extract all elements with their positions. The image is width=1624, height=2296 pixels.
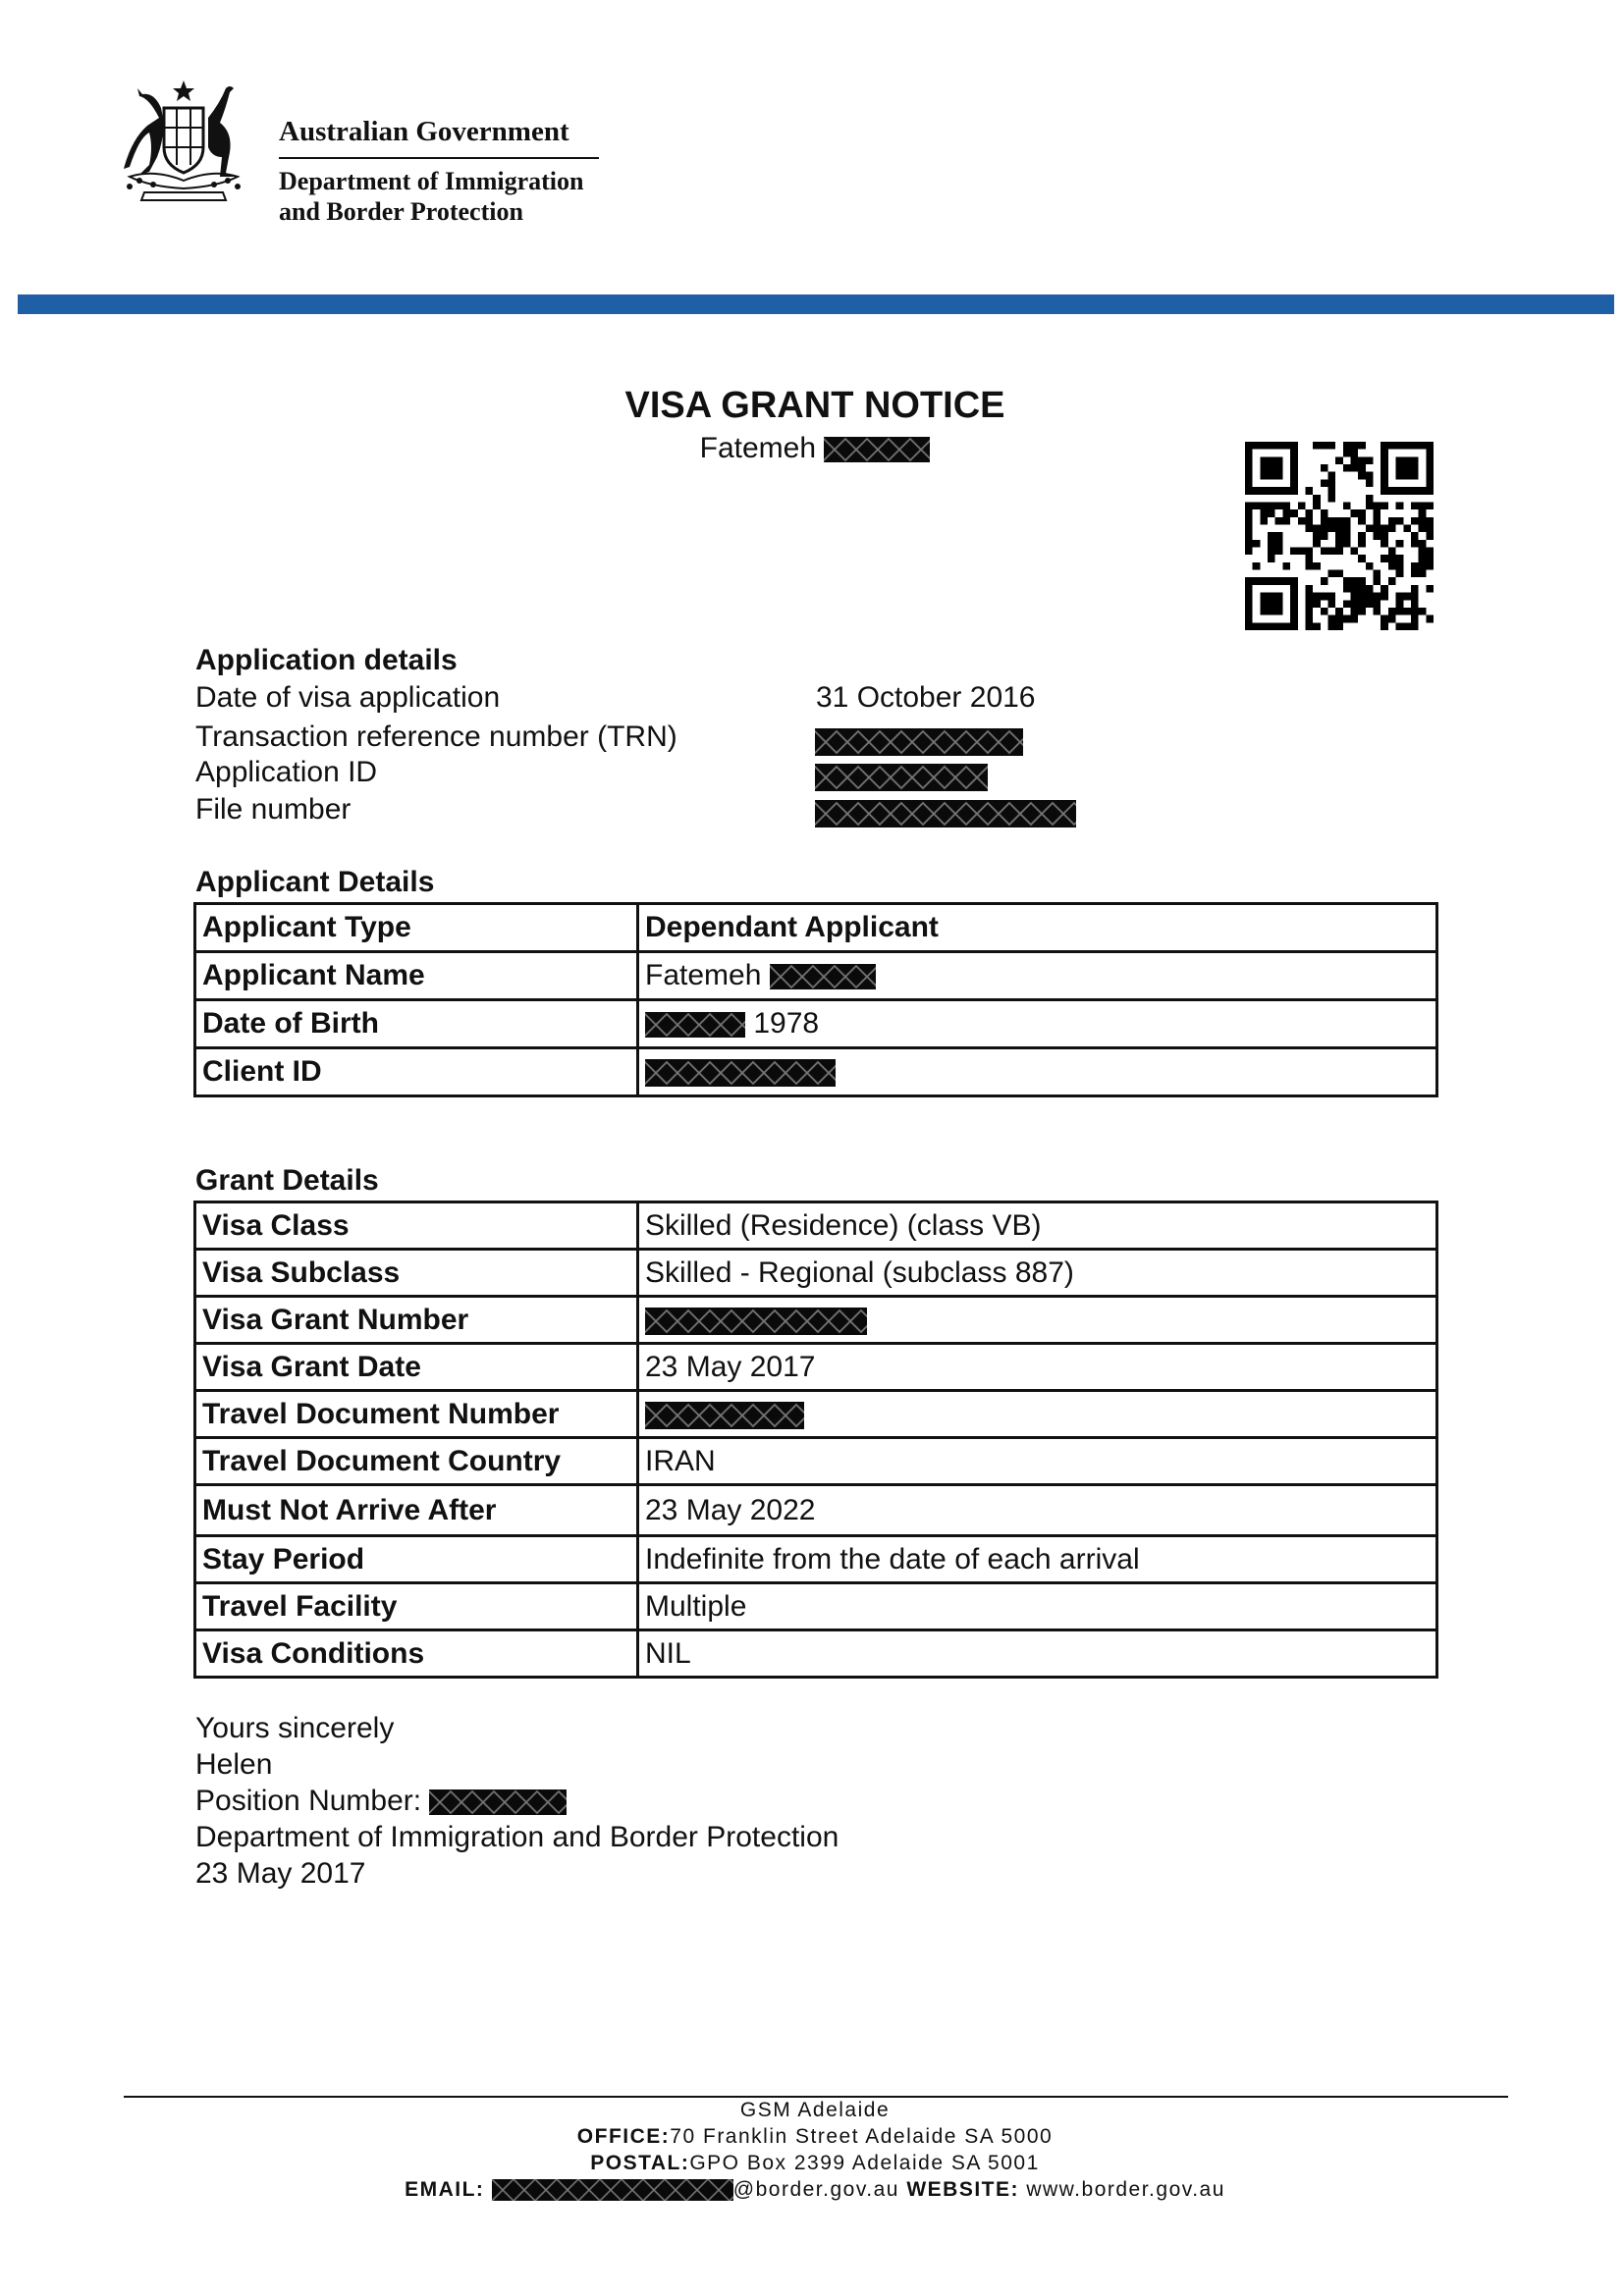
table-row (195, 1297, 1437, 1344)
applicant-type-label: Applicant Type (195, 904, 638, 952)
application-id-label: Application ID (195, 756, 378, 788)
date-of-birth-cell (638, 1000, 1437, 1048)
applicant-details-table (193, 902, 1438, 1097)
stay-period-value: Indefinite from the date of each arrival (638, 1536, 1437, 1583)
closing-salutation: Yours sincerely (195, 1712, 395, 1744)
grant-details-table (193, 1201, 1438, 1679)
travel-facility-value: Multiple (638, 1583, 1437, 1630)
applicant-name-value: Fatemeh (645, 959, 762, 991)
signatory-name: Helen (195, 1748, 273, 1781)
visa-conditions-value: NIL (638, 1630, 1437, 1678)
footer-email-domain: @border.gov.au (732, 2178, 899, 2201)
visa-grant-date-value: 23 May 2017 (638, 1344, 1437, 1391)
applicant-name-label: Applicant Name (195, 952, 638, 1000)
table-row (195, 1250, 1437, 1297)
qr-code-icon (1245, 442, 1434, 630)
redacted-file-number (815, 800, 1076, 828)
footer-website-link[interactable]: www.border.gov.au (1026, 2178, 1225, 2201)
visa-subclass-value: Skilled - Regional (subclass 887) (638, 1250, 1437, 1297)
visa-grant-date-label: Visa Grant Date (195, 1344, 638, 1391)
application-details-heading: Application details (195, 644, 458, 676)
commonwealth-coat-of-arms-icon (110, 79, 257, 206)
department-name-line-2: and Border Protection (279, 197, 523, 226)
visa-grant-number-cell (638, 1297, 1437, 1344)
position-number (195, 1785, 567, 1818)
visa-conditions-label: Visa Conditions (195, 1630, 638, 1678)
department-name-line-1: Department of Immigration (279, 167, 584, 195)
government-name: Australian Government (279, 116, 569, 147)
table-row (195, 1202, 1437, 1250)
travel-document-number-cell (638, 1391, 1437, 1438)
footer-postal-address: GPO Box 2399 Adelaide SA 5001 (689, 2152, 1040, 2174)
file-number-label: File number (195, 793, 352, 826)
stay-period-label: Stay Period (195, 1536, 638, 1583)
must-not-arrive-after-value: 23 May 2022 (638, 1485, 1437, 1536)
footer-divider (124, 2096, 1508, 2098)
table-row (195, 1583, 1437, 1630)
file-number-value (815, 800, 1076, 828)
redacted-visa-grant-number (645, 1308, 867, 1335)
trn-label: Transaction reference number (TRN) (195, 721, 677, 753)
date-of-birth-label: Date of Birth (195, 1000, 638, 1048)
travel-facility-label: Travel Facility (195, 1583, 638, 1630)
client-id-cell (638, 1048, 1437, 1096)
trn-value (815, 728, 1023, 756)
date-of-application-value: 31 October 2016 (816, 681, 1036, 714)
table-row (195, 1048, 1437, 1096)
footer-office-name: GSM Adelaide (739, 2099, 891, 2121)
grant-details-heading: Grant Details (195, 1164, 379, 1197)
visa-subclass-label: Visa Subclass (195, 1250, 638, 1297)
redacted-surname (824, 437, 930, 462)
table-row (195, 1536, 1437, 1583)
visa-class-value: Skilled (Residence) (class VB) (638, 1202, 1437, 1250)
applicant-name-cell (638, 952, 1437, 1000)
table-row (195, 1438, 1437, 1485)
date-of-birth-year: 1978 (753, 1007, 820, 1040)
redacted-applicant-surname (770, 964, 876, 989)
travel-document-country-value: IRAN (638, 1438, 1437, 1485)
closing-date: 23 May 2017 (195, 1857, 366, 1890)
redacted-position-number (429, 1789, 567, 1815)
footer-office-label: OFFICE: (576, 2125, 671, 2148)
footer-email-label: EMAIL: (405, 2178, 485, 2201)
footer-office-address: 70 Franklin Street Adelaide SA 5000 (670, 2125, 1054, 2148)
redacted-client-id (645, 1059, 836, 1087)
footer-postal-line (0, 2152, 1624, 2175)
redacted-trn (815, 728, 1023, 756)
table-row (195, 1391, 1437, 1438)
notice-title: VISA GRANT NOTICE (624, 385, 1005, 426)
client-id-label: Client ID (195, 1048, 638, 1096)
table-row (195, 1630, 1437, 1678)
applicant-details-heading: Applicant Details (195, 866, 435, 898)
table-row (195, 904, 1437, 952)
signatory-department: Department of Immigration and Border Protection (195, 1821, 839, 1853)
table-row (195, 952, 1437, 1000)
header-divider (279, 157, 599, 159)
footer-office-line (0, 2125, 1624, 2149)
position-number-label: Position Number: (195, 1785, 422, 1817)
visa-class-label: Visa Class (195, 1202, 638, 1250)
redacted-application-id (815, 764, 988, 791)
footer-postal-label: POSTAL: (590, 2152, 690, 2174)
table-row (195, 1344, 1437, 1391)
applicant-type-value: Dependant Applicant (638, 904, 1437, 952)
must-not-arrive-after-label: Must Not Arrive After (195, 1485, 638, 1536)
table-row (195, 1485, 1437, 1536)
table-row (195, 1000, 1437, 1048)
redacted-email-user (492, 2179, 733, 2201)
redacted-birth-day-month (645, 1012, 745, 1038)
footer-website-label: WEBSITE: (906, 2178, 1019, 2201)
application-id-value (815, 764, 988, 791)
travel-document-number-label: Travel Document Number (195, 1391, 638, 1438)
recipient-first-name: Fatemeh (699, 432, 817, 464)
header-blue-bar (18, 294, 1614, 314)
travel-document-country-label: Travel Document Country (195, 1438, 638, 1485)
footer-contact-line (0, 2178, 1624, 2202)
date-of-application-label: Date of visa application (195, 681, 501, 714)
visa-grant-number-label: Visa Grant Number (195, 1297, 638, 1344)
redacted-travel-document-number (645, 1402, 804, 1429)
